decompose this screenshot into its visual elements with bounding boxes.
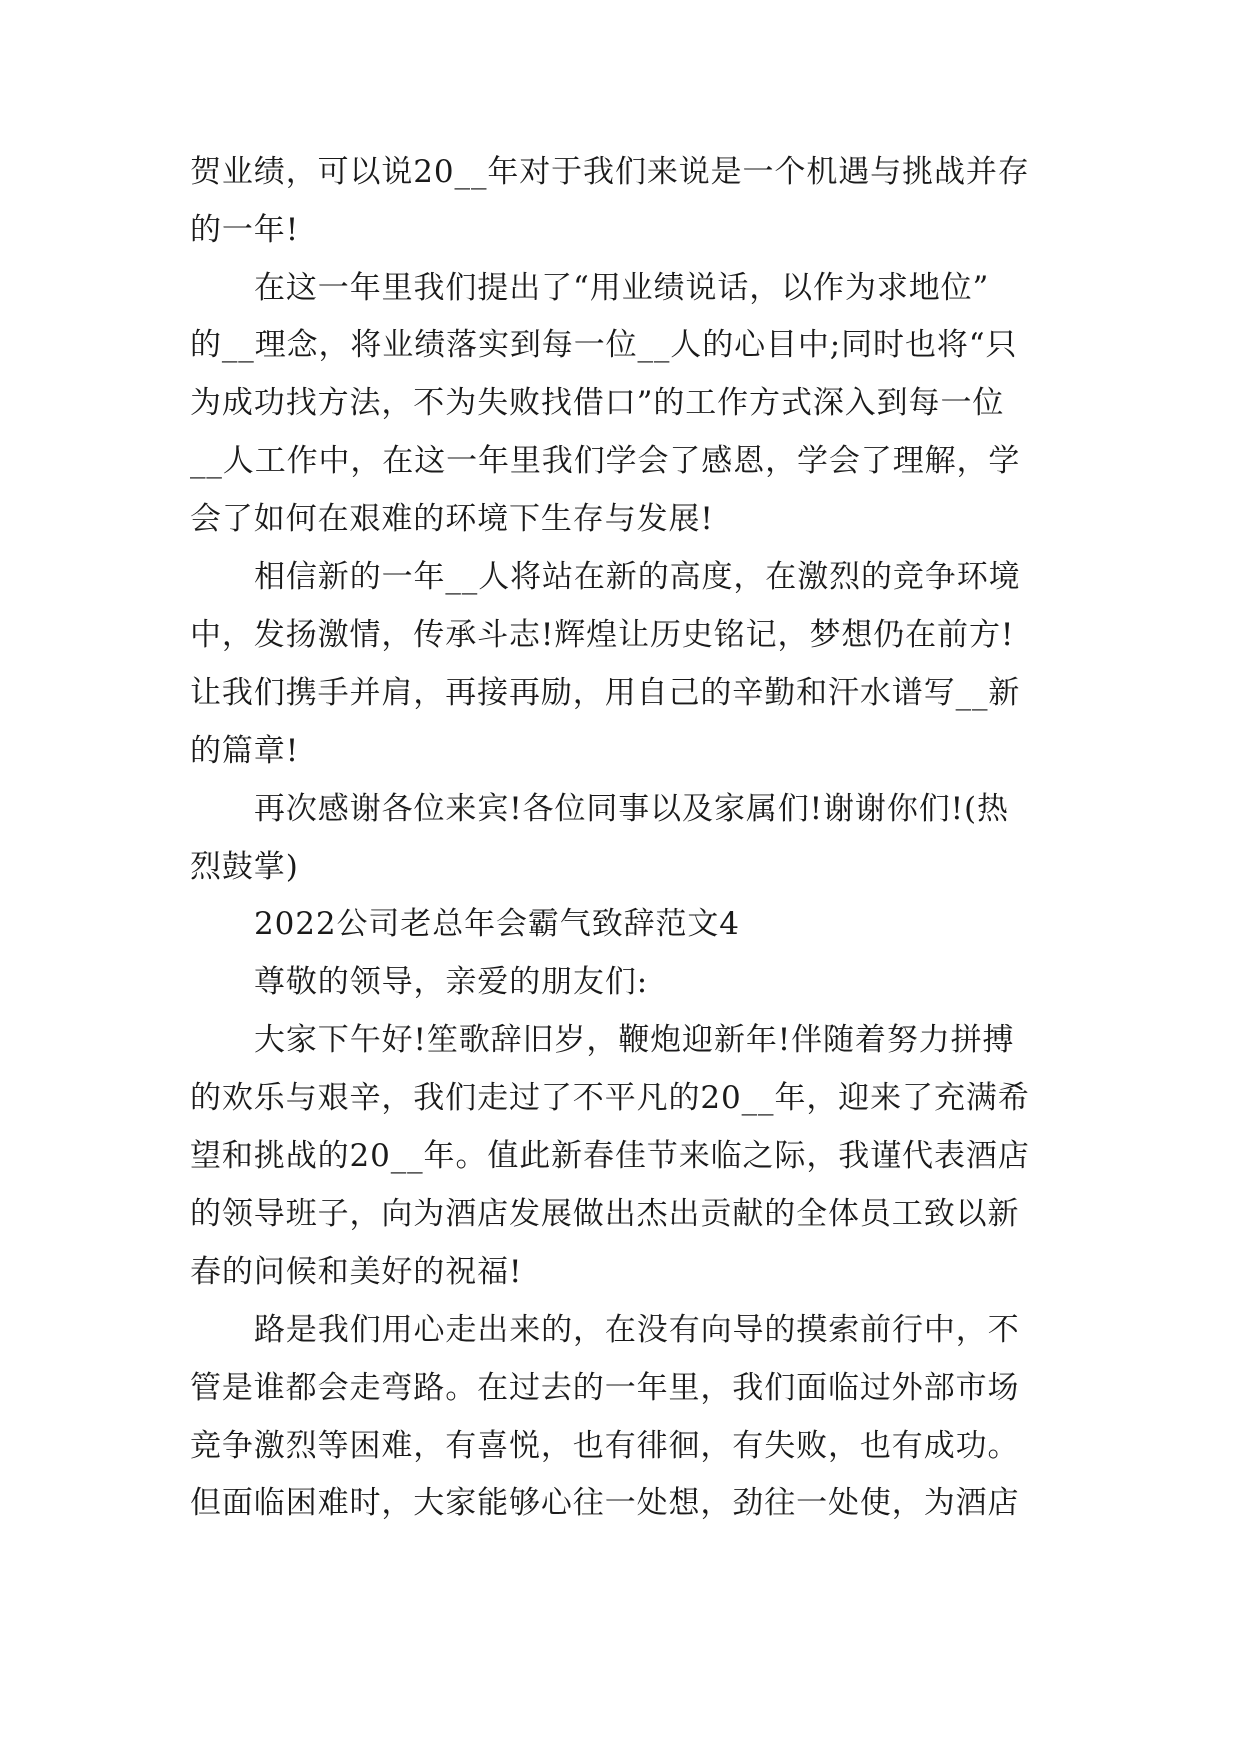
- text-line: 会了如何在艰难的环境下生存与发展!: [190, 501, 714, 537]
- text-line: 在这一年里我们提出了“用业绩说话，以作为求地位”: [254, 270, 990, 306]
- text-line: 中，发扬激情，传承斗志!辉煌让历史铭记，梦想仍在前方!: [190, 617, 1015, 653]
- text-line: 的领导班子，向为酒店发展做出杰出贡献的全体员工致以新: [190, 1196, 1020, 1232]
- text-line: 的__理念，将业绩落实到每一位__人的心目中;同时也将“只: [190, 327, 1018, 363]
- text-line: 为成功找方法，不为失败找借口”的工作方式深入到每一位: [190, 385, 1005, 421]
- section-heading: 2022公司老总年会霸气致辞范文4: [254, 906, 740, 942]
- text-line: 春的问候和美好的祝福!: [190, 1254, 523, 1290]
- text-line: 但面临困难时，大家能够心往一处想，劲往一处使，为酒店: [190, 1485, 1020, 1521]
- text-line: __人工作中，在这一年里我们学会了感恩，学会了理解，学: [190, 443, 1021, 479]
- text-line: 的篇章!: [190, 733, 300, 769]
- text-line: 再次感谢各位来宾!各位同事以及家属们!谢谢你们!(热: [254, 791, 1009, 827]
- text-line: 贺业绩，可以说20__年对于我们来说是一个机遇与挑战并存: [190, 154, 1030, 190]
- text-line: 烈鼓掌): [190, 849, 299, 885]
- text-line: 竞争激烈等困难，有喜悦，也有徘徊，有失败，也有成功。: [190, 1428, 1020, 1464]
- text-line: 望和挑战的20__年。值此新春佳节来临之际，我谨代表酒店: [190, 1138, 1030, 1174]
- text-line: 的一年!: [190, 212, 300, 248]
- text-line: 路是我们用心走出来的，在没有向导的摸索前行中，不: [254, 1312, 1020, 1348]
- text-line: 管是谁都会走弯路。在过去的一年里，我们面临过外部市场: [190, 1370, 1020, 1406]
- text-line: 大家下午好!笙歌辞旧岁，鞭炮迎新年!伴随着努力拼搏: [254, 1022, 1015, 1058]
- text-line: 的欢乐与艰辛，我们走过了不平凡的20__年，迎来了充满希: [190, 1080, 1030, 1116]
- text-line: 让我们携手并肩，再接再励，用自己的辛勤和汗水谱写__新: [190, 675, 1021, 711]
- text-line: 相信新的一年__人将站在新的高度，在激烈的竞争环境: [254, 559, 1021, 595]
- text-line: 尊敬的领导，亲爱的朋友们:: [254, 964, 649, 1000]
